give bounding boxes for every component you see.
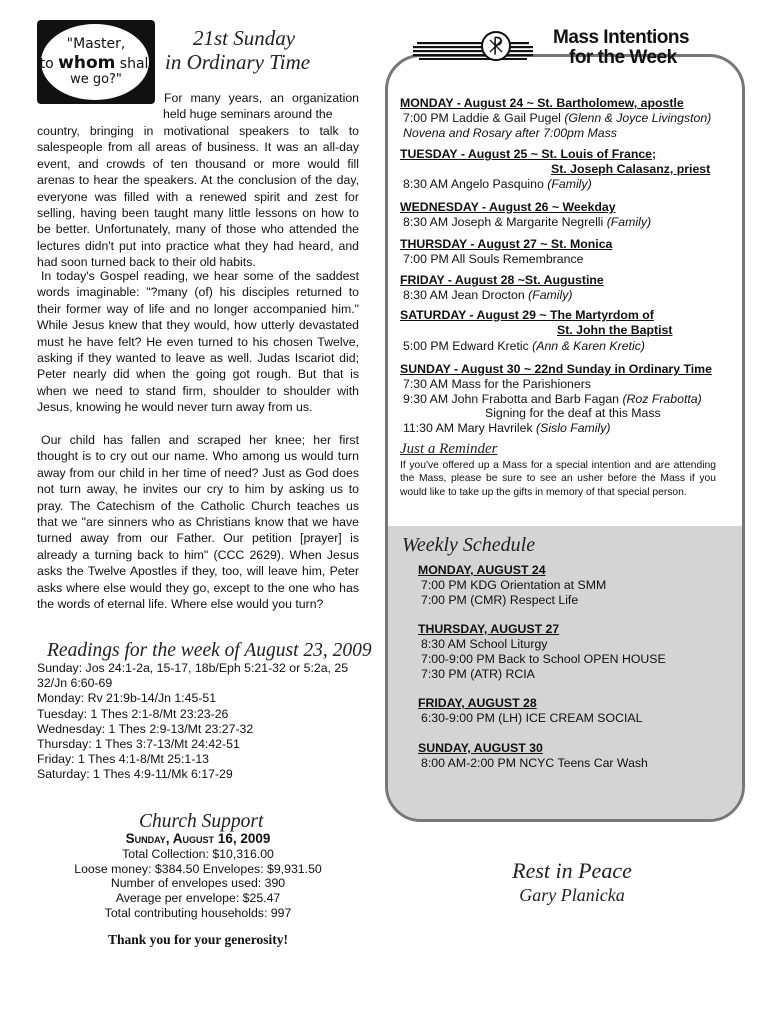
reflection-paragraph-2: In today's Gospel reading, we hear some of the saddest words imaginable: "?many (of) his disciples returned to their former way of life and no longer accompanied him." While Jesus knew that they would, how utterly devastated must he have felt? He even turned to his chosen Twelve, asking if they wanted to leave as well. Judas Iscariot did; Peter nearly did when the going got rough. But that is when we need to stand firm, shoulder to shoulder with Jesus, knowing he would never turn away from us. [37,269,359,415]
mass-day-heading: TUESDAY - August 25 ~ St. Louis of France; [400,147,657,161]
thank-you-note: Thank you for your generosity! [107,932,289,947]
support-line: Total contributing households: 997 [104,905,292,920]
mass-intention-line: 8:30 AM Jean Drocton (Family) [403,288,573,302]
readings-list [37,661,367,783]
weekly-schedule-title: Weekly Schedule [402,534,536,556]
banner-stripes-icon [413,37,533,63]
master-to-whom-logo [37,20,155,104]
mass-intention-line: 11:30 AM Mary Havrilek (Sislo Family) [403,421,611,435]
support-line: Total Collection: $10,316.00 [122,846,274,861]
sunday-title-line-2: in Ordinary Time [165,50,311,74]
schedule-line: 7:30 PM (ATR) RCIA [421,667,535,681]
reflection-paragraph-1-start: For many years, an organization held huge seminars around the [163,91,359,122]
church-support-title: Church Support [139,811,264,832]
readings-title: Readings for the week of August 23, 2009 [47,640,372,661]
reading-line: 32/Jn 6:60-69 [37,676,113,691]
church-support-block [37,832,359,921]
mass-day-heading: MONDAY - August 24 ~ St. Bartholomew, apostle [400,96,684,110]
reflection-paragraph-1: country, bringing in motivational speakers to talk to salespeople from all areas of business. It was an all-day event, and crowds of ten thousand or more would fill arenas to hear the speakers. At the conclusion of the day, everyone was filled with a renewed spirit and zest for selling, having been taught many little lessons on how to be better. Unfortunately, many of those who attended the lectures didn't put into practice what they had heard, and had soon turned back to their old habits. [37,124,359,270]
mass-intention-line: 7:30 AM Mass for the Parishioners [403,377,591,391]
schedule-day-heading: MONDAY, AUGUST 24 [418,563,546,577]
reflection-paragraph-3: Our child has fallen and scraped her knee; her first thought is to cry out our name. Who among us would turn away from our child in her time of need? Just as God does not turn away, he invites our cry to him by asking us to pray. The Catechism of the Catholic Church teaches us that we "are sinners who as Christians know that we have turned away from our Father. Our petition [prayer] is already a turning back to him" (CCC 2629). When Jesus asks the Twelve Apostles if they, too, will leave him, Peter asks where else would they go, except to the one who has the words of eternal life. Where else would you turn? [37,433,359,612]
reading-line: Tuesday: 1 Thes 2:1-8/Mt 23:23-26 [37,706,229,721]
reading-line: Monday: Rv 21:9b-14/Jn 1:45-51 [37,691,217,706]
mass-intention-line: 8:30 AM Angelo Pasquino (Family) [403,177,592,191]
mass-day-heading-continued: St. Joseph Calasanz, priest [551,162,711,176]
reading-line: Wednesday: 1 Thes 2:9-13/Mt 23:27-32 [37,721,254,736]
mass-day-heading: THURSDAY - August 27 ~ St. Monica [400,237,613,251]
logo-line-2: to whom shall [39,53,153,73]
mass-day-heading: WEDNESDAY - August 26 ~ Weekday [400,200,616,214]
mass-intention-line: Novena and Rosary after 7:00pm Mass [403,126,617,140]
rest-in-peace-title: Rest in Peace [512,858,632,883]
logo-line-3: we go?" [70,72,122,87]
reminder-text: If you've offered up a Mass for a special intention and are attending the Mass, please be sure to see an usher before the Mass if you would like to take up the gifts in memory of that special person. [400,460,716,498]
support-line: Number of envelopes used: 390 [110,876,286,891]
sunday-title-line-1: 21st Sunday [193,26,296,50]
schedule-line: 7:00 PM KDG Orientation at SMM [421,578,607,592]
chi-rho-icon [481,31,511,61]
mass-intentions-title-line-1: Mass Intentions [553,27,690,48]
mass-intention-line: 7:00 PM Laddie & Gail Pugel (Glenn & Joyce Livingston) [403,111,712,125]
mass-day-heading-continued: St. John the Baptist [557,323,673,337]
schedule-line: 7:00 PM (CMR) Respect Life [421,593,579,607]
support-line: Average per envelope: $25.47 [115,891,281,906]
schedule-day-heading: THURSDAY, AUGUST 27 [418,622,560,636]
schedule-line: 8:30 AM School Liturgy [421,637,548,651]
mass-intention-line: 5:00 PM Edward Kretic (Ann & Karen Kretic) [403,339,645,353]
schedule-day-heading: SUNDAY, AUGUST 30 [418,741,543,755]
reading-line: Friday: 1 Thes 4:1-8/Mt 25:1-13 [37,752,210,767]
reminder-title: Just a Reminder [400,441,498,457]
mass-day-heading: SATURDAY - August 29 ~ The Martyrdom of [400,308,654,322]
mass-day-heading: SUNDAY - August 30 ~ 22nd Sunday in Ordinary Time [400,362,712,376]
reading-line: Sunday: Jos 24:1-2a, 15-17, 18b/Eph 5:21-32 or 5:2a, 25 [37,661,349,675]
logo-line-1: "Master, [66,36,126,52]
mass-intentions-title-line-2: for the Week [569,47,677,68]
schedule-line: 8:00 AM-2:00 PM NCYC Teens Car Wash [421,756,648,770]
schedule-line: 7:00-9:00 PM Back to School OPEN HOUSE [421,652,666,666]
schedule-day-heading: FRIDAY, AUGUST 28 [418,696,537,710]
deceased-name: Gary Planicka [519,885,625,905]
reading-line: Thursday: 1 Thes 3:7-13/Mt 24:42-51 [37,737,240,752]
schedule-line: 6:30-9:00 PM (LH) ICE CREAM SOCIAL [421,711,643,725]
support-line: Loose money: $384.50 Envelopes: $9,931.50 [74,861,322,876]
collection-date: Sunday, August 16, 2009 [125,831,271,846]
mass-intention-line: 9:30 AM John Frabotta and Barb Fagan (Roz Frabotta) [403,392,702,406]
mass-intention-line: 7:00 PM All Souls Remembrance [403,252,584,266]
mass-intention-line: 8:30 AM Joseph & Margarite Negrelli (Family) [403,215,652,229]
mass-intention-line: Signing for the deaf at this Mass [485,406,661,420]
reading-line: Saturday: 1 Thes 4:9-11/Mk 6:17-29 [37,767,233,782]
mass-day-heading: FRIDAY - August 28 ~St. Augustine [400,273,604,287]
